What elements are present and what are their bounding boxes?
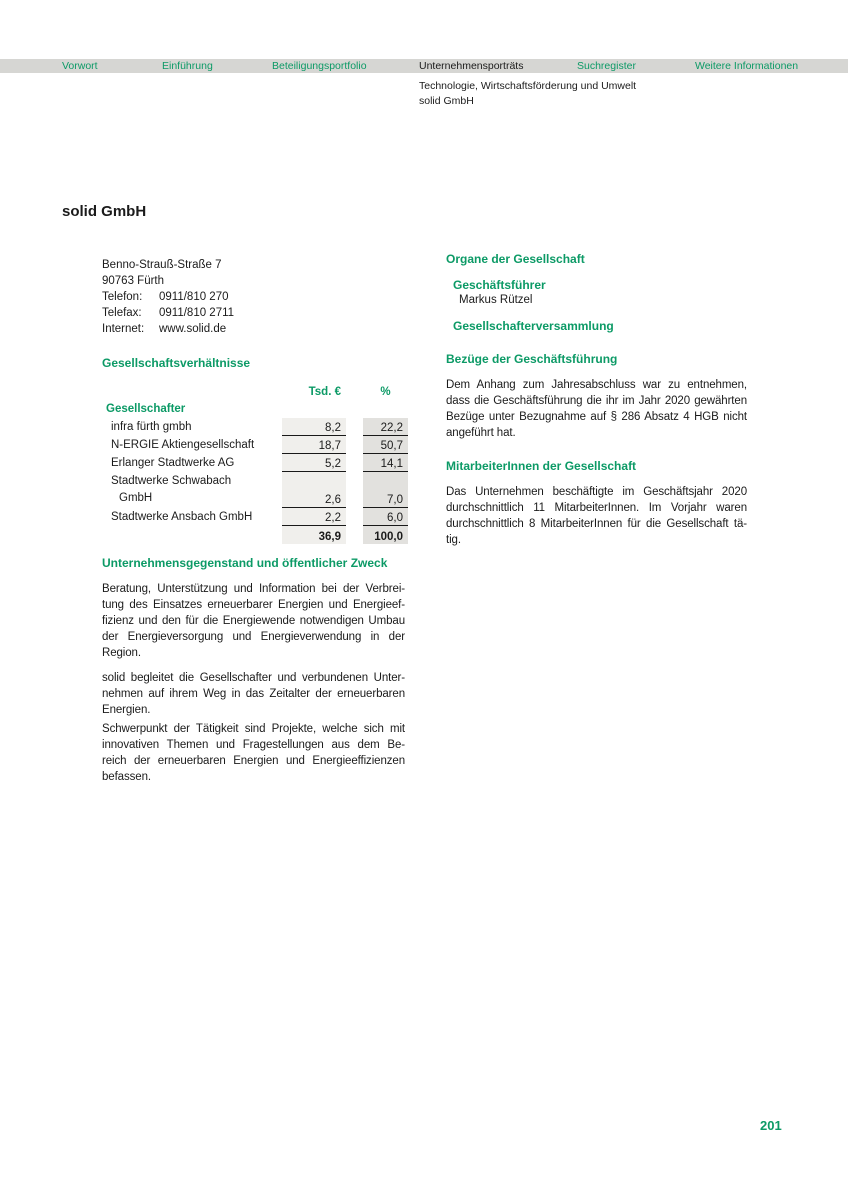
text-line: Beratung, Unterstützung und Information bei der Verbrei- [102,583,405,595]
internet-label: Internet: [102,323,145,335]
fax-label: Telefax: [102,307,142,319]
text-line: solid begleitet die Gesellschafter und verbundenen Unter- [102,672,405,684]
row-percent: 14,1 [363,454,408,472]
section-heading-organs: Organe der Gesellschaft [446,252,585,266]
nav-item-vorwort[interactable]: Vorwort [62,60,98,72]
phone-row [102,289,234,305]
row-value: 2,6 [282,472,346,508]
nav-item-unternehmensportraets[interactable]: Unternehmensporträts [419,60,524,72]
breadcrumb-category: Technologie, Wirtschaftsförderung und Umwelt [419,80,637,92]
row-percent: 50,7 [363,436,408,454]
nav-item-beteiligungsportfolio[interactable]: Beteiligungsportfolio [272,60,367,72]
page-number: 201 [760,1118,782,1133]
page-title: solid GmbH [62,203,147,220]
row-percent: 7,0 [363,472,408,508]
section-heading-employees: MitarbeiterInnen der Gesellschaft [446,459,637,473]
text-line: tig. [446,534,461,546]
text-line: reich der erneuerbaren Energien und Energieeffizienzen [102,755,405,767]
text-line: der Energieversorgung und Energieverwendung in der [102,631,405,643]
row-label: Erlanger Stadtwerke AG [111,457,235,469]
address-city: 90763 Fürth [102,275,165,287]
row-value: 8,2 [282,418,346,436]
row-value: 2,2 [282,508,346,526]
text-line: nehmen auf ihrem Weg in das Zeitalter der erneuerbaren [102,688,405,700]
internet-row [102,321,234,337]
row-percent: 6,0 [363,508,408,526]
section-heading-purpose: Unternehmensgegenstand und öffentlicher Zweck [102,556,388,570]
section-heading-remuneration: Bezüge der Geschäftsführung [446,352,618,366]
total-percent: 100,0 [363,526,408,544]
row-value: 5,2 [282,454,346,472]
text-line: fizienz und den für die Energiewende notwendigen Umbau [102,615,405,627]
text-line: Dem Anhang zum Jahresabschluss war zu entnehmen, [446,379,747,391]
table-row [102,508,414,526]
table-row [102,472,414,508]
text-line: Energien. [102,704,151,716]
role-label-gesellschafterversammlung: Gesellschafterversammlung [453,319,614,333]
table-col-header-percent: % [380,386,391,398]
text-line: innovativen Themen und Fragestellungen aus dem Be- [102,739,405,751]
ownership-table [102,384,414,544]
text-line: befassen. [102,771,151,783]
address-street: Benno-Strauß-Straße 7 [102,259,222,271]
nav-item-einfuehrung[interactable]: Einführung [162,60,213,72]
remuneration-paragraph [446,377,747,441]
total-label-spacer [102,526,282,544]
text-line: angeführt hat. [446,427,516,439]
table-group-label: Gesellschafter [106,403,186,415]
phone-value: 0911/810 270 [159,291,229,303]
fax-value: 0911/810 2711 [159,307,235,319]
total-value: 36,9 [282,526,346,544]
row-percent: 22,2 [363,418,408,436]
table-row [102,418,414,436]
table-header-spacer [102,384,282,401]
row-label: infra fürth gmbh [111,421,192,433]
employees-paragraph [446,484,747,548]
table-row [102,454,414,472]
phone-label: Telefon: [102,291,143,303]
table-row [102,436,414,454]
table-header-row [102,384,414,401]
role-label-geschaeftsfuehrer: Geschäftsführer [453,278,546,292]
breadcrumb-company: solid GmbH [419,95,474,107]
purpose-paragraph-1 [102,581,405,661]
table-group-row [102,401,414,418]
row-label: Stadtwerke Ansbach GmbH [111,511,253,523]
text-line: Das Unternehmen beschäftigte im Geschäftsjahr 2020 [446,486,747,498]
text-line: dass die Geschäftsführung die ihr im Jahr 2020 gewährten [446,395,747,407]
nav-item-weitere-informationen[interactable]: Weitere Informationen [695,60,799,72]
section-heading-ownership: Gesellschaftsverhältnisse [102,356,251,370]
text-line: durchschnittlich 11 MitarbeiterInnen. Im Vorjahr waren [446,502,747,514]
row-label-line1: Stadtwerke Schwabach [111,475,232,487]
person-name: Markus Rützel [459,294,533,306]
text-line: Bezüge unter Bezugnahme auf § 286 Absatz 4 HGB nicht [446,411,747,423]
text-line: Region. [102,647,141,659]
row-value: 18,7 [282,436,346,454]
text-line: tung des Einsatzes erneuerbarer Energien und Energieef- [102,599,405,611]
row-label [102,472,282,508]
table-total-row [102,526,414,544]
row-label: N-ERGIE Aktiengesellschaft [111,439,255,451]
address-block [102,257,234,337]
purpose-paragraph-3 [102,721,405,785]
text-line: durchschnittlich 8 MitarbeiterInnen für die Gesellschaft tä- [446,518,747,530]
nav-item-suchregister[interactable]: Suchregister [577,60,636,72]
fax-row [102,305,234,321]
purpose-paragraph-2 [102,670,405,718]
table-col-header-tsd-eur: Tsd. € [308,386,341,398]
internet-value[interactable]: www.solid.de [159,323,227,335]
row-label-line2: GmbH [119,492,153,504]
text-line: Schwerpunkt der Tätigkeit sind Projekte, welche sich mit [102,723,405,735]
